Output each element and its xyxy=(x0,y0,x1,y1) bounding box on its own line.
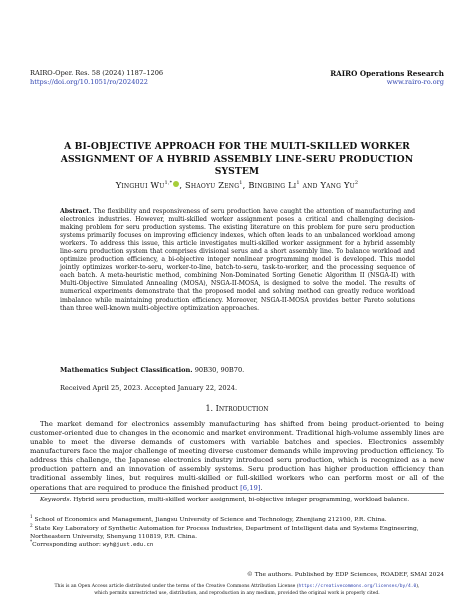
keywords xyxy=(30,496,444,504)
received-dates: Received April 25, 2023. Accepted January 22, 2024. xyxy=(60,384,238,392)
citation: RAIRO-Oper. Res. 58 (2024) 1187–1206 xyxy=(30,69,164,77)
license-notice xyxy=(22,584,452,598)
intro-text: The market demand for electronics assembly manufacturing has shifted from being product-oriented to being customer-oriented due to changes in the economic and market environment. Traditional high-volume assembly lines are unable to meet the diverse demands of customers with variable batches and species. Electronics assembly manufacturers face the major challenge of meeting diverse customer demands while improving production efficiency. To address this challenge, the Japanese electronics industry introduced seru production, which is recognized as a new production pattern and an innovation of assembly systems. Seru production has higher production efficiency than traditional assembly lines, but requires multi-skilled or full-skilled workers who can perform most or all of the operations that are required to produce the finished product xyxy=(30,420,444,492)
footnote-text: School of Economics and Management, Jiangsu University of Science and Technology, Zhenjiang 212100, P.R. China. xyxy=(32,515,387,523)
footnote-mark: 1 xyxy=(30,514,33,519)
author-affiliation-mark: 1,* xyxy=(164,180,173,187)
journal-url[interactable]: www.rairo-ro.org xyxy=(386,78,444,86)
author-name: Yang Yu xyxy=(320,180,355,190)
footnote-text: State Key Laboratory of Synthetic Automation for Process Industries, Department of Intelligent data and Systems Engineering, xyxy=(32,524,419,532)
section-heading xyxy=(30,404,444,413)
section-number: 1. xyxy=(205,404,214,413)
section-title: Introduction xyxy=(215,404,269,413)
author-affiliation-mark: 2 xyxy=(354,180,359,187)
msc-label: Mathematics Subject Classification. xyxy=(60,366,193,374)
msc-value: 90B30, 90B70. xyxy=(194,366,245,374)
license-text: This is an Open Access article distributed under the terms of the Creative Commons Attribution License ( xyxy=(54,584,299,589)
journal-name: RAIRO Operations Research xyxy=(330,69,444,78)
author-list: Yinghui $Wu^{1,*}$ , Shaoyu Zeng$^1$, Bingbing Li$^1$ and Yang Yu$^2$ xyxy=(115,180,359,190)
author-name: Yinghui Wu xyxy=(115,180,165,190)
author-affiliation-mark: 1 xyxy=(296,180,300,187)
license-line-1 xyxy=(22,584,452,591)
footnote-text-cont: Northeastern University, Shenyang 110819, P.R. China. xyxy=(30,532,197,540)
abstract-label: Abstract. xyxy=(60,208,92,215)
footnote-mark: * xyxy=(30,539,33,544)
corresponding-label: Corresponding author: xyxy=(32,540,103,548)
author-conjunction: and xyxy=(302,180,318,190)
footnote-corresponding xyxy=(30,538,444,550)
abstract xyxy=(60,208,415,313)
abstract-text: The flexibility and responsiveness of seru production have caught the attention of manufacturing and electronics industries. However, multi-skilled worker assignment poses a critical and challenging decision-making problem for seru production systems. The existing literature on this problem for pure seru production systems primarily focuses on improving efficiency indexes, which often leads to an unbalanced workload among workers. To address this issue, this article investigates multi-skilled worker assignment for a hybrid assembly line-seru production system that comprises divisional serus and a short assembly line. To balance workload and optimize production efficiency, a bi-objective integer nonlinear programming model is developed. This model jointly optimizes worker-to-seru, worker-to-line, batch-to-seru, task-to-worker, and the processing sequence of each batch. A meta-heuristic method, combining Non-Dominated Sorting Genetic Algorithm II (NSGA-II) with Multi-Objective Simulated Annealing (MOSA), NSGA-II-MOSA, is designed to solve the model. The results of numerical experiments demonstrate that the proposed model and solving method can greatly reduce workload imbalance while maintaining production efficiency. Moreover, NSGA-II-MOSA provides better Pareto solutions than three well-known multi-objective optimization approaches. xyxy=(60,208,415,312)
copyright-notice: © The authors. Published by EDP Sciences, ROADEF, SMAI 2024 xyxy=(246,571,444,578)
doi-link[interactable]: https://doi.org/10.1051/ro/2024022 xyxy=(30,78,148,86)
title-line-2: ASSIGNMENT OF A HYBRID ASSEMBLY LINE-SERU PRODUCTION SYSTEM xyxy=(60,153,414,177)
author-name: Shaoyu Zeng xyxy=(185,180,240,190)
author-affiliation-mark: 1 xyxy=(239,180,243,187)
corresponding-email[interactable]: wyh@just.edu.cn xyxy=(102,541,154,548)
license-text-end: ), xyxy=(416,584,420,589)
license-line-2: which permits unrestricted use, distribution, and reproduction in any medium, provided the original work is properly cited. xyxy=(94,590,380,596)
license-link[interactable]: https://creativecommons.org/licenses/by/4.0 xyxy=(298,584,417,589)
reference-link[interactable]: [6,19] xyxy=(240,483,261,492)
msc-classification xyxy=(60,366,415,375)
keywords-text: Hybrid seru production, multi-skilled worker assignment, bi-objective integer programming, workload balance. xyxy=(71,496,410,503)
title-line-1: A BI-OBJECTIVE APPROACH FOR THE MULTI-SKILLED WORKER xyxy=(64,141,410,152)
intro-paragraph xyxy=(30,420,444,493)
keywords-label: Keywords. xyxy=(40,496,72,503)
orcid-icon[interactable] xyxy=(173,181,179,187)
intro-end: . xyxy=(260,483,263,492)
paper-title xyxy=(50,141,424,179)
footnote-divider xyxy=(30,493,444,494)
footnote-mark: 2 xyxy=(30,523,33,528)
author-name: Bingbing Li xyxy=(248,180,297,190)
